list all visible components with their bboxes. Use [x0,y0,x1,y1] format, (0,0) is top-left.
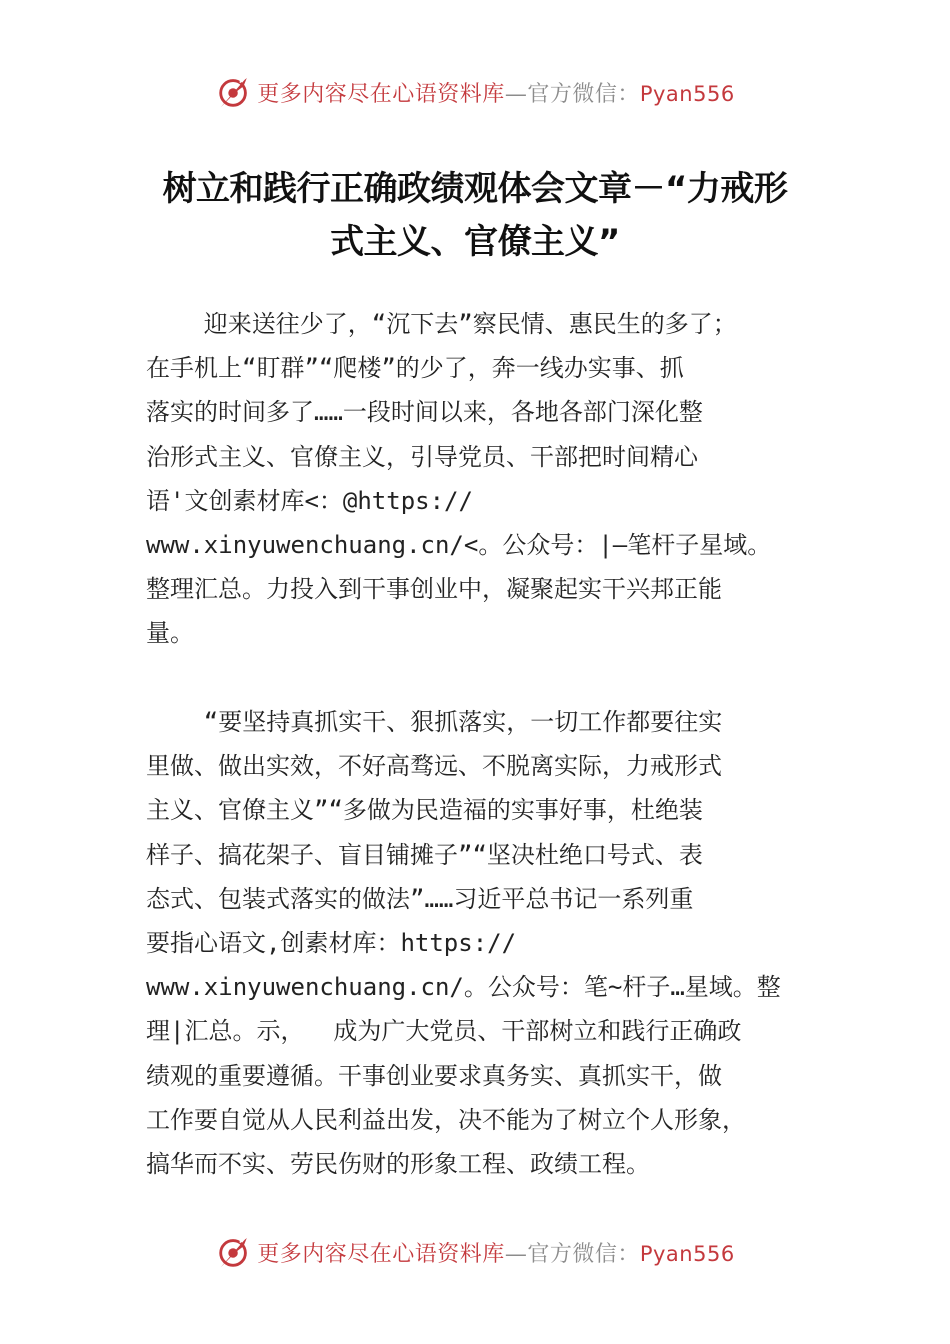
paragraph-line: 绩观的重要遵循。干事创业要求真务实、真抓实干，做 [146,1061,722,1090]
paragraph-1 [146,302,810,656]
paragraph-line: www.xinyuwenchuang.cn/<。公众号：|—笔杆子星域。 [146,530,772,559]
title-line-1: 树立和践行正确政绩观体会文章－“力戒形 [162,169,788,209]
paragraph-line: 语'文创素材库<：@https:// [146,486,473,515]
paragraph-line: 工作要自觉从人民利益出发，决不能为了树立个人形象， [146,1105,746,1134]
banner-text [257,77,734,108]
banner-text [257,1237,734,1268]
title-line-2: 式主义、官僚主义” [330,222,620,262]
banner-dash: — [504,81,528,107]
paragraph-line: 在手机上“盯群”“爬楼”的少了，奔一线办实事、抓 [146,354,684,383]
paragraph-line: 整理汇总。力投入到干事创业中，凝聚起实干兴邦正能 [146,575,722,604]
paragraph-line: 态式、包装式落实的做法”……习近平总书记一系列重 [146,884,694,913]
banner-dash: — [504,1241,528,1267]
paragraph-line: 里做、做出实效，不好高骛远、不脱离实际，力戒形式 [146,752,722,781]
paragraph-line: 主义、官僚主义”“多做为民造福的实事好事，杜绝装 [146,796,703,825]
footer-banner [0,1230,950,1274]
banner-wechat-id: Pyan556 [639,1241,735,1266]
paragraph-2 [146,700,810,1186]
banner-official-label: 官方微信： [527,1241,640,1267]
banner-official-label: 官方微信： [527,81,640,107]
paragraph-line: 迎来送往少了，“沉下去”察民情、惠民生的多了； [146,310,737,338]
paragraph-line: 理|汇总。示， 成为广大党员、干部树立和践行正确政 [146,1017,742,1046]
paragraph-line: 落实的时间多了……一段时间以来，各地各部门深化整 [146,398,703,427]
paragraph-line: 搞华而不实、劳民伤财的形象工程、政绩工程。 [146,1149,650,1178]
paragraph-line: 样子、搞花架子、盲目铺摊子”“坚决杜绝口号式、表 [146,840,703,869]
quill-logo-icon [215,73,253,111]
page-title [120,163,830,269]
banner-wechat-id: Pyan556 [639,81,735,106]
paragraph-line: 治形式主义、官僚主义，引导党员、干部把时间精心 [146,442,698,471]
paragraph-line: www.xinyuwenchuang.cn/。公众号：笔~杆子…星域。整 [146,973,781,1002]
banner-main-text: 更多内容尽在心语资料库 [257,1241,505,1267]
paragraph-line: “要坚持真抓实干、狠抓落实，一切工作都要往实 [146,708,723,736]
quill-logo-icon [215,1233,253,1271]
header-banner [0,70,950,114]
paragraph-line: 要指心语文,创素材库：https:// [146,928,517,957]
paragraph-line: 量。 [146,619,194,648]
banner-main-text: 更多内容尽在心语资料库 [257,81,505,107]
